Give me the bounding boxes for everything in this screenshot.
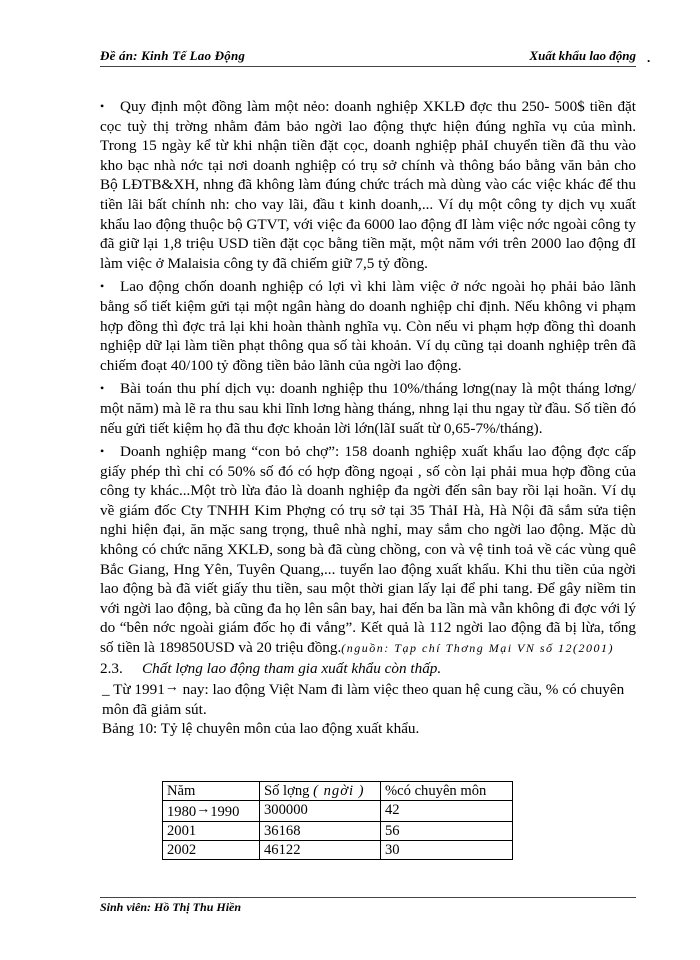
header-percent: %có chuyên môn: [381, 782, 513, 801]
header-count: Số lợng ( ngời ): [260, 782, 381, 801]
page-footer: [100, 897, 636, 914]
cell-year: 1980→1990: [163, 801, 260, 822]
section-title: Chất lợng lao động tham gia xuất khẩu còn thấp.: [142, 659, 442, 677]
cell-percent: 42: [381, 801, 513, 822]
paragraph-text: Bài toán thu phí dịch vụ: doanh nghiệp thu 10%/tháng lơng(nay là một tháng lơng/ một năm) mà lẽ ra thu sau khi lĩnh lơng hàng tháng, nhng lại thu ngay từ đầu. Số tiền đó nếu gửi tiết kiệm họ đã thu đợc khoản lời lớn(lãI suất từ 0,65-7%/tháng).: [100, 380, 636, 437]
paragraph-text: Doanh nghiệp mang “con bỏ chợ”: 158 doanh nghiệp xuất khẩu lao động đợc cấp giấy phép thì chỉ có 50% số đó có hợp đồng ngoại , số còn lại phải mua hợp đồng của công ty khác...Một trò lừa đảo là doanh nghiệp đa ngời đến sân bay rồi lại hoãn. Ví dụ về giám đốc Cty TNHH Kim Phợng có trụ sở tại 35 ThảI Hà, Hà Nội đã sắm sửa tiện nghi hiện đại, ăn mặc sang trọng, thuê nhà nghỉ, may sắm cho ngời lao động. Mặc dù không có chức năng XKLĐ, song bà đã cùng chồng, con và vệ tinh toả về các vùng quê Bắc Giang, Hng Yên, Tuyên Quang,... tuyển lao động xuất khẩu. Khi thu tiền của ngời lao động bà đã viết giấy thu tiền, sau một thời gian lấy lại để phi tang. Để gây niềm tin với ngời lao động, bà cũng đa họ lên sân bay, hai đến ba lần mà vẫn không đi đợc với lý do “bên nớc ngoài giám đốc họ đi vắng”. Kết quả là 112 ngời lao động đã bị lừa, tổng số tiền là 189850USD và 20 triệu đồng.: [100, 443, 636, 657]
header-topic: Xuất khẩu lao động: [529, 48, 636, 63]
bullet-paragraph-service-fee: [100, 379, 636, 438]
header-project-title: Đề án: Kinh Tế Lao Động: [100, 48, 246, 63]
cell-count: 300000: [260, 801, 381, 822]
page-header: [100, 48, 636, 67]
bullet-icon: •: [100, 99, 105, 113]
bullet-paragraph-guarantee: [100, 277, 636, 375]
bullet-icon: •: [100, 381, 105, 396]
specialization-table: [162, 781, 513, 860]
cell-percent: 56: [381, 822, 513, 841]
paragraph-text: Quy định một đồng làm một nẻo: doanh nghiệp XKLĐ đợc thu 250- 500$ tiền đặt cọc tuỳ thị trờng nhằm đảm bảo ngời lao động thực hiện đúng nghĩa vụ của mình. Trong 15 ngày kể từ khi nhận tiền đặt cọc, doanh nghiệp phảI chuyển tiền đã thu vào kho bạc nhà nớc tại nơi doanh nghiệp có trụ sở chính và thông báo bằng văn bản cho Bộ LĐTB&XH, nhng đã không làm đúng chức trách mà dùng vào các việc khác để thu tiền lãi bất chính nh: cho vay lãi, đầu t kinh doanh,... Ví dụ một công ty dịch vụ xuất khẩu lao động thuộc bộ GTVT, với việc đa 6000 lao động đI làm việc nớc ngoài công ty đã giữ lại 1,8 triệu USD tiền đặt cọc bằng tiền mặt, một năm với trên 2000 lao động đI làm việc ở Malaisia công ty đã chiếm giữ 7,5 tỷ đồng.: [100, 98, 636, 272]
table-header-row: [163, 782, 513, 801]
paragraph-text: Lao động chốn doanh nghiệp có lợi vì khi làm việc ở nớc ngoài họ phải bảo lãnh bằng sổ tiết kiệm gửi tại một ngân hàng do doanh nghiệp chỉ định. Nếu không vi phạm hợp đồng thì đợc trả lại khi hoàn thành nghĩa vụ. Còn nếu vi phạm hợp đồng thì doanh nghiệp dữ lại làm tiền phạt thông qua số tài khoản. Ví dụ cũng tại doanh nghiệp trên đã chiếm đoạt 40/100 tỷ đồng tiền bảo lãnh của ngời lao động.: [100, 278, 636, 374]
intro-paragraph: [100, 678, 636, 719]
header-count-unit: ( ngời ): [313, 783, 365, 799]
table-row: [163, 822, 513, 841]
bullet-paragraph-deposit: [100, 97, 636, 273]
section-heading: [100, 659, 636, 679]
intro-suffix: nay: lao động Việt Nam đi làm việc theo quan hệ cung cầu, % có chuyên môn đã giảm sút.: [102, 681, 625, 718]
table-row: [163, 841, 513, 860]
cell-count: 46122: [260, 841, 381, 860]
bullet-icon: •: [100, 444, 105, 459]
bullet-icon: •: [100, 279, 105, 294]
right-arrow-icon: →: [196, 802, 211, 817]
intro-prefix: _ Từ 1991: [102, 681, 165, 699]
cell-year: 2002: [163, 841, 260, 860]
cell-year: 2001: [163, 822, 260, 841]
header-dot: .: [647, 50, 651, 65]
document-body: [100, 97, 636, 739]
footer-author: Sinh viên: Hồ Thị Thu Hiền: [100, 900, 242, 914]
cell-percent: 30: [381, 841, 513, 860]
section-number: 2.3.: [100, 659, 123, 677]
cell-count: 36168: [260, 822, 381, 841]
table-caption: Bảng 10: Tỷ lệ chuyên môn của lao động xuất khẩu.: [102, 720, 420, 738]
header-year: Năm: [163, 782, 260, 801]
right-arrow-icon: →: [164, 680, 179, 696]
table-row: [163, 801, 513, 822]
bullet-paragraph-abandoned: [100, 442, 636, 659]
source-citation: (nguồn: Tạp chí Thơng Mại VN số 12(2001): [341, 641, 615, 656]
